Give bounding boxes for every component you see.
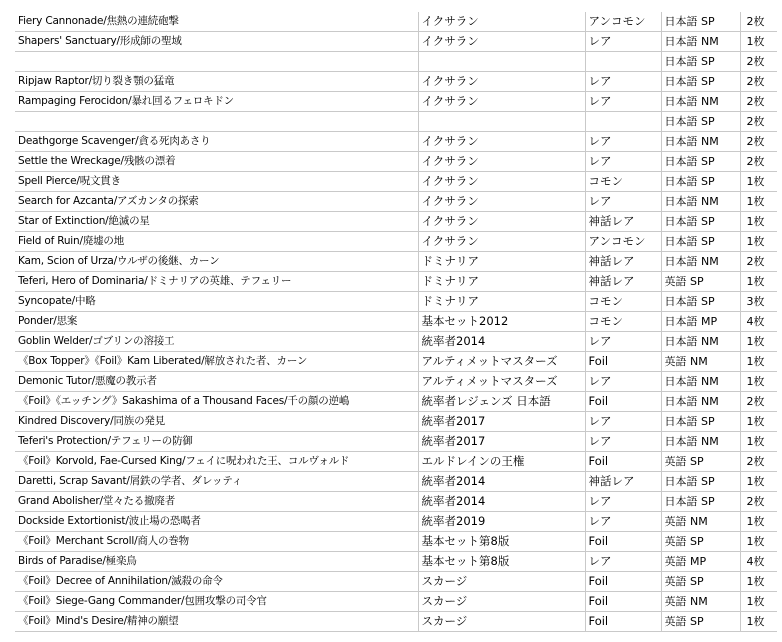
- language-condition-cell[interactable]: 英語 SP: [661, 572, 740, 592]
- table-row: [15, 372, 777, 392]
- quantity-cell[interactable]: 2枚: [740, 492, 777, 512]
- rarity-cell[interactable]: 神話レア: [585, 252, 661, 272]
- quantity-cell[interactable]: 2枚: [740, 92, 777, 112]
- rarity-cell[interactable]: レア: [585, 92, 661, 112]
- set-name-cell[interactable]: イクサラン: [418, 212, 585, 232]
- set-name-cell[interactable]: イクサラン: [418, 72, 585, 92]
- language-condition-cell[interactable]: 日本語 SP: [661, 12, 740, 32]
- set-name-cell[interactable]: 基本セット第8版: [418, 552, 585, 572]
- rarity-cell[interactable]: レア: [585, 192, 661, 212]
- card-rows: [15, 12, 777, 632]
- card-name-cell[interactable]: Teferi, Hero of Dominaria/ドミナリアの英雄、テフェリー: [15, 272, 418, 292]
- quantity-cell[interactable]: 2枚: [740, 132, 777, 152]
- table-row: [15, 232, 777, 252]
- language-condition-cell[interactable]: 日本語 SP: [661, 492, 740, 512]
- language-condition-cell[interactable]: 英語 SP: [661, 452, 740, 472]
- rarity-cell[interactable]: レア: [585, 412, 661, 432]
- card-name-cell[interactable]: 《Foil》《エッチング》Sakashima of a Thousand Faces/千の顔の逆嶋: [15, 392, 418, 412]
- rarity-cell[interactable]: Foil: [585, 612, 661, 632]
- language-condition-cell[interactable]: 日本語 SP: [661, 52, 740, 72]
- rarity-cell[interactable]: Foil: [585, 352, 661, 372]
- card-name-cell[interactable]: Demonic Tutor/悪魔の教示者: [15, 372, 418, 392]
- table-row: [15, 152, 777, 172]
- table-row: [15, 332, 777, 352]
- quantity-cell[interactable]: 1枚: [740, 412, 777, 432]
- language-condition-cell[interactable]: 日本語 SP: [661, 472, 740, 492]
- card-name-cell[interactable]: Search for Azcanta/アズカンタの探索: [15, 192, 418, 212]
- language-condition-cell[interactable]: 日本語 SP: [661, 412, 740, 432]
- set-name-cell[interactable]: スカージ: [418, 592, 585, 612]
- quantity-cell[interactable]: 1枚: [740, 172, 777, 192]
- language-condition-cell[interactable]: 英語 SP: [661, 532, 740, 552]
- rarity-cell[interactable]: Foil: [585, 532, 661, 552]
- set-name-cell[interactable]: イクサラン: [418, 12, 585, 32]
- card-name-cell[interactable]: Spell Pierce/呪文貫き: [15, 172, 418, 192]
- card-name-cell[interactable]: Ripjaw Raptor/切り裂き顎の猛竜: [15, 72, 418, 92]
- quantity-cell[interactable]: 1枚: [740, 472, 777, 492]
- language-condition-cell[interactable]: 日本語 NM: [661, 32, 740, 52]
- set-name-cell[interactable]: イクサラン: [418, 92, 585, 112]
- card-name-cell[interactable]: Deathgorge Scavenger/貪る死肉あさり: [15, 132, 418, 152]
- set-name-cell[interactable]: イクサラン: [418, 132, 585, 152]
- language-condition-cell[interactable]: 日本語 SP: [661, 112, 740, 132]
- card-name-cell[interactable]: 《Box Topper》《Foil》Kam Liberated/解放された者、カーン: [15, 352, 418, 372]
- rarity-cell[interactable]: 神話レア: [585, 472, 661, 492]
- table-row: [15, 32, 777, 52]
- table-row: [15, 172, 777, 192]
- rarity-cell[interactable]: コモン: [585, 292, 661, 312]
- rarity-cell[interactable]: レア: [585, 152, 661, 172]
- language-condition-cell[interactable]: 日本語 SP: [661, 172, 740, 192]
- language-condition-cell[interactable]: 日本語 SP: [661, 152, 740, 172]
- card-name-cell[interactable]: Grand Abolisher/堂々たる撤廃者: [15, 492, 418, 512]
- table-row: [15, 592, 777, 612]
- quantity-cell[interactable]: 1枚: [740, 212, 777, 232]
- card-name-cell[interactable]: Settle the Wreckage/残骸の漂着: [15, 152, 418, 172]
- quantity-cell[interactable]: 4枚: [740, 552, 777, 572]
- table-row: [15, 612, 777, 632]
- language-condition-cell[interactable]: 日本語 SP: [661, 292, 740, 312]
- set-name-cell[interactable]: 基本セット第8版: [418, 532, 585, 552]
- quantity-cell[interactable]: 1枚: [740, 232, 777, 252]
- set-name-cell[interactable]: 統率者レジェンズ 日本語: [418, 392, 585, 412]
- table-row: [15, 572, 777, 592]
- rarity-cell[interactable]: レア: [585, 492, 661, 512]
- rarity-cell[interactable]: Foil: [585, 592, 661, 612]
- rarity-cell[interactable]: 神話レア: [585, 272, 661, 292]
- table-row: [15, 352, 777, 372]
- table-row: [15, 72, 777, 92]
- rarity-cell[interactable]: [585, 112, 661, 132]
- table-row: [15, 252, 777, 272]
- set-name-cell[interactable]: 統率者2014: [418, 472, 585, 492]
- set-name-cell[interactable]: 統率者2017: [418, 412, 585, 432]
- rarity-cell[interactable]: レア: [585, 72, 661, 92]
- rarity-cell[interactable]: [585, 52, 661, 72]
- table-row: [15, 552, 777, 572]
- rarity-cell[interactable]: レア: [585, 372, 661, 392]
- language-condition-cell[interactable]: 日本語 NM: [661, 432, 740, 452]
- card-name-cell[interactable]: 《Foil》Merchant Scroll/商人の巻物: [15, 532, 418, 552]
- set-name-cell[interactable]: イクサラン: [418, 152, 585, 172]
- quantity-cell[interactable]: 1枚: [740, 352, 777, 372]
- card-name-cell[interactable]: Daretti, Scrap Savant/屑鉄の学者、ダレッティ: [15, 472, 418, 492]
- set-name-cell[interactable]: アルティメットマスターズ: [418, 372, 585, 392]
- table-row: [15, 112, 777, 132]
- set-name-cell[interactable]: イクサラン: [418, 192, 585, 212]
- rarity-cell[interactable]: レア: [585, 32, 661, 52]
- card-name-cell[interactable]: Ponder/思案: [15, 312, 418, 332]
- set-name-cell[interactable]: 統率者2017: [418, 432, 585, 452]
- quantity-cell[interactable]: 1枚: [740, 512, 777, 532]
- quantity-cell[interactable]: 1枚: [740, 272, 777, 292]
- table-row: [15, 272, 777, 292]
- language-condition-cell[interactable]: 日本語 MP: [661, 312, 740, 332]
- table-row: [15, 412, 777, 432]
- card-name-cell[interactable]: [15, 112, 418, 132]
- table-row: [15, 532, 777, 552]
- rarity-cell[interactable]: レア: [585, 332, 661, 352]
- quantity-cell[interactable]: 2枚: [740, 112, 777, 132]
- card-name-cell[interactable]: Field of Ruin/廃墟の地: [15, 232, 418, 252]
- card-name-cell[interactable]: 《Foil》Siege-Gang Commander/包囲攻撃の司令官: [15, 592, 418, 612]
- rarity-cell[interactable]: レア: [585, 132, 661, 152]
- table-row: [15, 472, 777, 492]
- quantity-cell[interactable]: 1枚: [740, 192, 777, 212]
- card-name-cell[interactable]: 《Foil》Mind's Desire/精神の願望: [15, 612, 418, 632]
- language-condition-cell[interactable]: 日本語 SP: [661, 212, 740, 232]
- quantity-cell[interactable]: 2枚: [740, 392, 777, 412]
- language-condition-cell[interactable]: 日本語 NM: [661, 372, 740, 392]
- language-condition-cell[interactable]: 英語 NM: [661, 592, 740, 612]
- set-name-cell[interactable]: 統率者2014: [418, 332, 585, 352]
- table-row: [15, 132, 777, 152]
- set-name-cell[interactable]: スカージ: [418, 572, 585, 592]
- card-name-cell[interactable]: Rampaging Ferocidon/暴れ回るフェロキドン: [15, 92, 418, 112]
- quantity-cell[interactable]: 4枚: [740, 312, 777, 332]
- card-name-cell[interactable]: Dockside Extortionist/波止場の恐喝者: [15, 512, 418, 532]
- set-name-cell[interactable]: [418, 112, 585, 132]
- table-row: [15, 52, 777, 72]
- card-name-cell[interactable]: 《Foil》Decree of Annihilation/滅殺の命令: [15, 572, 418, 592]
- quantity-cell[interactable]: 2枚: [740, 52, 777, 72]
- rarity-cell[interactable]: Foil: [585, 392, 661, 412]
- set-name-cell[interactable]: ドミナリア: [418, 252, 585, 272]
- table-row: [15, 492, 777, 512]
- rarity-cell[interactable]: 神話レア: [585, 212, 661, 232]
- language-condition-cell[interactable]: 英語 SP: [661, 612, 740, 632]
- quantity-cell[interactable]: 1枚: [740, 332, 777, 352]
- card-name-cell[interactable]: Teferi's Protection/テフェリーの防御: [15, 432, 418, 452]
- set-name-cell[interactable]: ドミナリア: [418, 272, 585, 292]
- rarity-cell[interactable]: アンコモン: [585, 232, 661, 252]
- quantity-cell[interactable]: 1枚: [740, 572, 777, 592]
- card-name-cell[interactable]: Fiery Cannonade/焦熱の連続砲撃: [15, 12, 418, 32]
- quantity-cell[interactable]: 1枚: [740, 432, 777, 452]
- table-row: [15, 392, 777, 412]
- set-name-cell[interactable]: アルティメットマスターズ: [418, 352, 585, 372]
- table-row: [15, 432, 777, 452]
- language-condition-cell[interactable]: 英語 NM: [661, 512, 740, 532]
- rarity-cell[interactable]: レア: [585, 432, 661, 452]
- table-row: [15, 512, 777, 532]
- set-name-cell[interactable]: イクサラン: [418, 232, 585, 252]
- set-name-cell[interactable]: エルドレインの王権: [418, 452, 585, 472]
- rarity-cell[interactable]: コモン: [585, 172, 661, 192]
- language-condition-cell[interactable]: 日本語 NM: [661, 332, 740, 352]
- card-name-cell[interactable]: Syncopate/中略: [15, 292, 418, 312]
- table-row: [15, 212, 777, 232]
- table-row: [15, 192, 777, 212]
- quantity-cell[interactable]: 1枚: [740, 612, 777, 632]
- card-inventory-table: [15, 12, 777, 632]
- card-name-cell[interactable]: [15, 52, 418, 72]
- rarity-cell[interactable]: レア: [585, 512, 661, 532]
- table-row: [15, 12, 777, 32]
- rarity-cell[interactable]: Foil: [585, 452, 661, 472]
- language-condition-cell[interactable]: 日本語 SP: [661, 232, 740, 252]
- rarity-cell[interactable]: レア: [585, 552, 661, 572]
- card-name-cell[interactable]: Kindred Discovery/同族の発見: [15, 412, 418, 432]
- table-row: [15, 92, 777, 112]
- card-name-cell[interactable]: Shapers' Sanctuary/形成師の聖域: [15, 32, 418, 52]
- quantity-cell[interactable]: 2枚: [740, 152, 777, 172]
- set-name-cell[interactable]: イクサラン: [418, 32, 585, 52]
- language-condition-cell[interactable]: 日本語 NM: [661, 392, 740, 412]
- rarity-cell[interactable]: コモン: [585, 312, 661, 332]
- table-row: [15, 312, 777, 332]
- language-condition-cell[interactable]: 英語 MP: [661, 552, 740, 572]
- quantity-cell[interactable]: 2枚: [740, 72, 777, 92]
- table-row: [15, 452, 777, 472]
- quantity-cell[interactable]: 1枚: [740, 372, 777, 392]
- set-name-cell[interactable]: スカージ: [418, 612, 585, 632]
- card-name-cell[interactable]: 《Foil》Korvold, Fae-Cursed King/フェイに呪われた王、コルヴォルド: [15, 452, 418, 472]
- quantity-cell[interactable]: 1枚: [740, 592, 777, 612]
- language-condition-cell[interactable]: 英語 NM: [661, 352, 740, 372]
- set-name-cell[interactable]: イクサラン: [418, 172, 585, 192]
- card-name-cell[interactable]: Birds of Paradise/極楽鳥: [15, 552, 418, 572]
- language-condition-cell[interactable]: 日本語 NM: [661, 192, 740, 212]
- quantity-cell[interactable]: 2枚: [740, 12, 777, 32]
- language-condition-cell[interactable]: 日本語 SP: [661, 72, 740, 92]
- set-name-cell[interactable]: ドミナリア: [418, 292, 585, 312]
- quantity-cell[interactable]: 1枚: [740, 32, 777, 52]
- quantity-cell[interactable]: 2枚: [740, 252, 777, 272]
- card-name-cell[interactable]: Kam, Scion of Urza/ウルザの後継、カーン: [15, 252, 418, 272]
- rarity-cell[interactable]: Foil: [585, 572, 661, 592]
- language-condition-cell[interactable]: 日本語 NM: [661, 132, 740, 152]
- card-name-cell[interactable]: Star of Extinction/絶滅の星: [15, 212, 418, 232]
- quantity-cell[interactable]: 2枚: [740, 452, 777, 472]
- language-condition-cell[interactable]: 英語 SP: [661, 272, 740, 292]
- quantity-cell[interactable]: 1枚: [740, 532, 777, 552]
- card-name-cell[interactable]: Goblin Welder/ゴブリンの溶接工: [15, 332, 418, 352]
- rarity-cell[interactable]: アンコモン: [585, 12, 661, 32]
- table-row: [15, 292, 777, 312]
- quantity-cell[interactable]: 3枚: [740, 292, 777, 312]
- set-name-cell[interactable]: 統率者2019: [418, 512, 585, 532]
- set-name-cell[interactable]: 基本セット2012: [418, 312, 585, 332]
- set-name-cell[interactable]: 統率者2014: [418, 492, 585, 512]
- language-condition-cell[interactable]: 日本語 NM: [661, 252, 740, 272]
- set-name-cell[interactable]: [418, 52, 585, 72]
- language-condition-cell[interactable]: 日本語 NM: [661, 92, 740, 112]
